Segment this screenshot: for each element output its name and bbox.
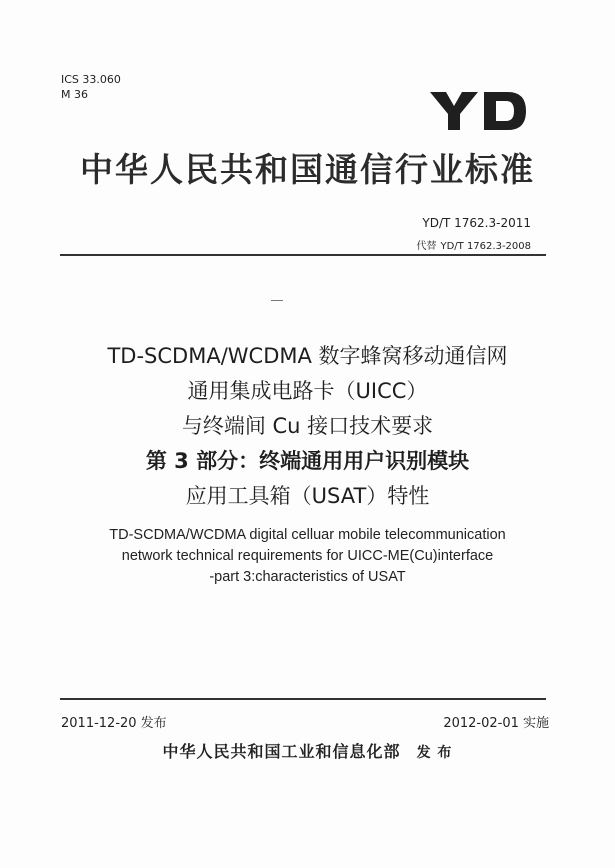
title-cn-line: 应用工具箱（USAT）特性 (185, 484, 430, 508)
title-en-line: -part 3:characteristics of USAT (209, 569, 406, 585)
ics-code: ICS 33.060 (61, 73, 121, 86)
scan-mark (271, 300, 283, 301)
classification-codes (61, 73, 121, 103)
replaces-label: 代替 (416, 241, 437, 252)
english-title (0, 525, 615, 588)
footer-divider (60, 698, 546, 700)
title-en-line: TD-SCDMA/WCDMA digital celluar mobile telecommunication (109, 527, 506, 543)
title-cn-line: TD-SCDMA/WCDMA 数字蜂窝移动通信网 (107, 344, 508, 368)
standard-category-title: 中华人民共和国通信行业标准 (80, 150, 535, 189)
issuer-name: 中华人民共和国工业和信息化部 (162, 742, 401, 761)
replaces-line (416, 237, 531, 252)
yd-logo (428, 92, 528, 130)
standard-code: YD/T 1762.3-2011 (422, 216, 531, 230)
header-divider (60, 254, 546, 256)
issuing-authority (0, 739, 615, 762)
title-cn-line: 第 3 部分：终端通用用户识别模块 (145, 449, 470, 473)
implementation-date: 2012-02-01 实施 (443, 716, 549, 731)
chinese-title (0, 339, 615, 514)
title-cn-line: 通用集成电路卡（UICC） (187, 379, 428, 403)
ccs-code: M 36 (61, 88, 88, 101)
title-en-line: network technical requirements for UICC-ME(Cu)interface (121, 548, 494, 564)
issuer-action: 发 布 (416, 745, 453, 761)
replaces-code: YD/T 1762.3-2008 (440, 241, 531, 252)
title-cn-line: 与终端间 Cu 接口技术要求 (181, 414, 434, 438)
issue-date: 2011-12-20 发布 (61, 716, 167, 731)
